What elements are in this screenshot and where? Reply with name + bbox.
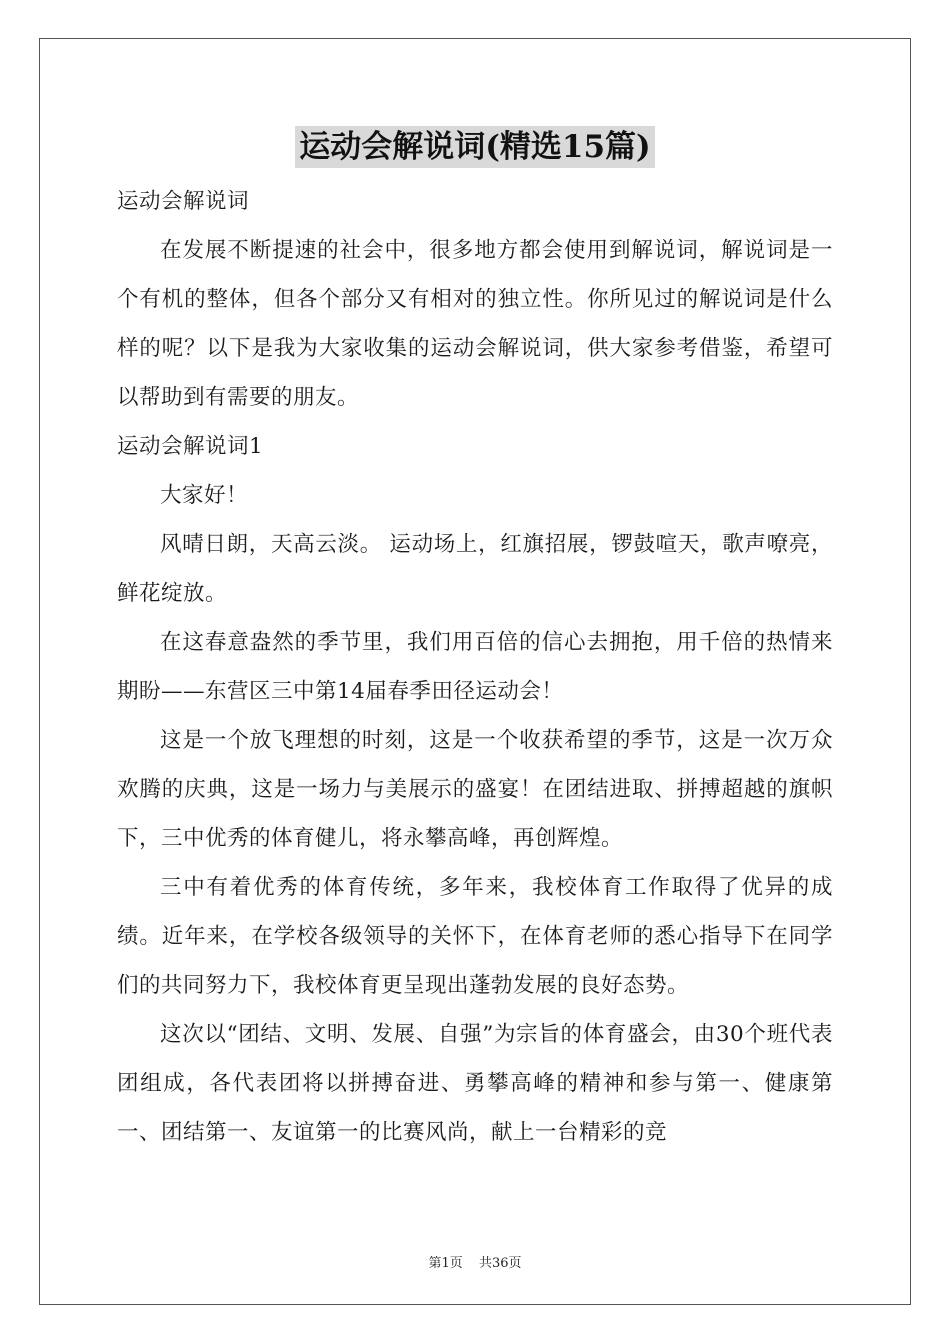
- title-container: [0, 126, 950, 168]
- paragraph: 风晴日朗，天高云淡。 运动场上，红旗招展，锣鼓喧天，歌声嘹亮，鲜花绽放。: [117, 532, 833, 606]
- paragraph: 在这春意盎然的季节里，我们用百倍的信心去拥抱，用千倍的热情来期盼——东营区三中第14届春季田径运动会！: [117, 630, 833, 704]
- document-title: 运动会解说词(精选15篇): [295, 126, 654, 168]
- paragraph: 运动会解说词: [117, 189, 250, 214]
- document-body: [117, 177, 833, 1157]
- page-footer: [0, 1252, 950, 1271]
- paragraph: 大家好！: [160, 483, 249, 508]
- section-heading: 运动会解说词1: [117, 434, 264, 459]
- page-number-total: 共36页: [478, 1256, 522, 1271]
- paragraph: 这次以“团结、文明、发展、自强”为宗旨的体育盛会，由30个班代表团组成，各代表团将以拼搏奋进、勇攀高峰的精神和参与第一、健康第一、团结第一、友谊第一的比赛风尚，献上一台精彩的竞: [117, 1022, 833, 1145]
- paragraph: 三中有着优秀的体育传统，多年来，我校体育工作取得了优异的成绩。近年来，在学校各级领导的关怀下，在体育老师的悉心指导下在同学们的共同努力下，我校体育更呈现出蓬勃发展的良好态势。: [117, 875, 833, 998]
- page-number-current: 第1页: [428, 1256, 463, 1271]
- paragraph: 这是一个放飞理想的时刻，这是一个收获希望的季节，这是一次万众欢腾的庆典，这是一场力与美展示的盛宴！在团结进取、拼搏超越的旗帜下，三中优秀的体育健儿，将永攀高峰，再创辉煌。: [117, 728, 833, 851]
- paragraph: 在发展不断提速的社会中，很多地方都会使用到解说词，解说词是一个有机的整体，但各个部分又有相对的独立性。你所见过的解说词是什么样的呢？以下是我为大家收集的运动会解说词，供大家参考借鉴，希望可以帮助到有需要的朋友。: [117, 238, 833, 410]
